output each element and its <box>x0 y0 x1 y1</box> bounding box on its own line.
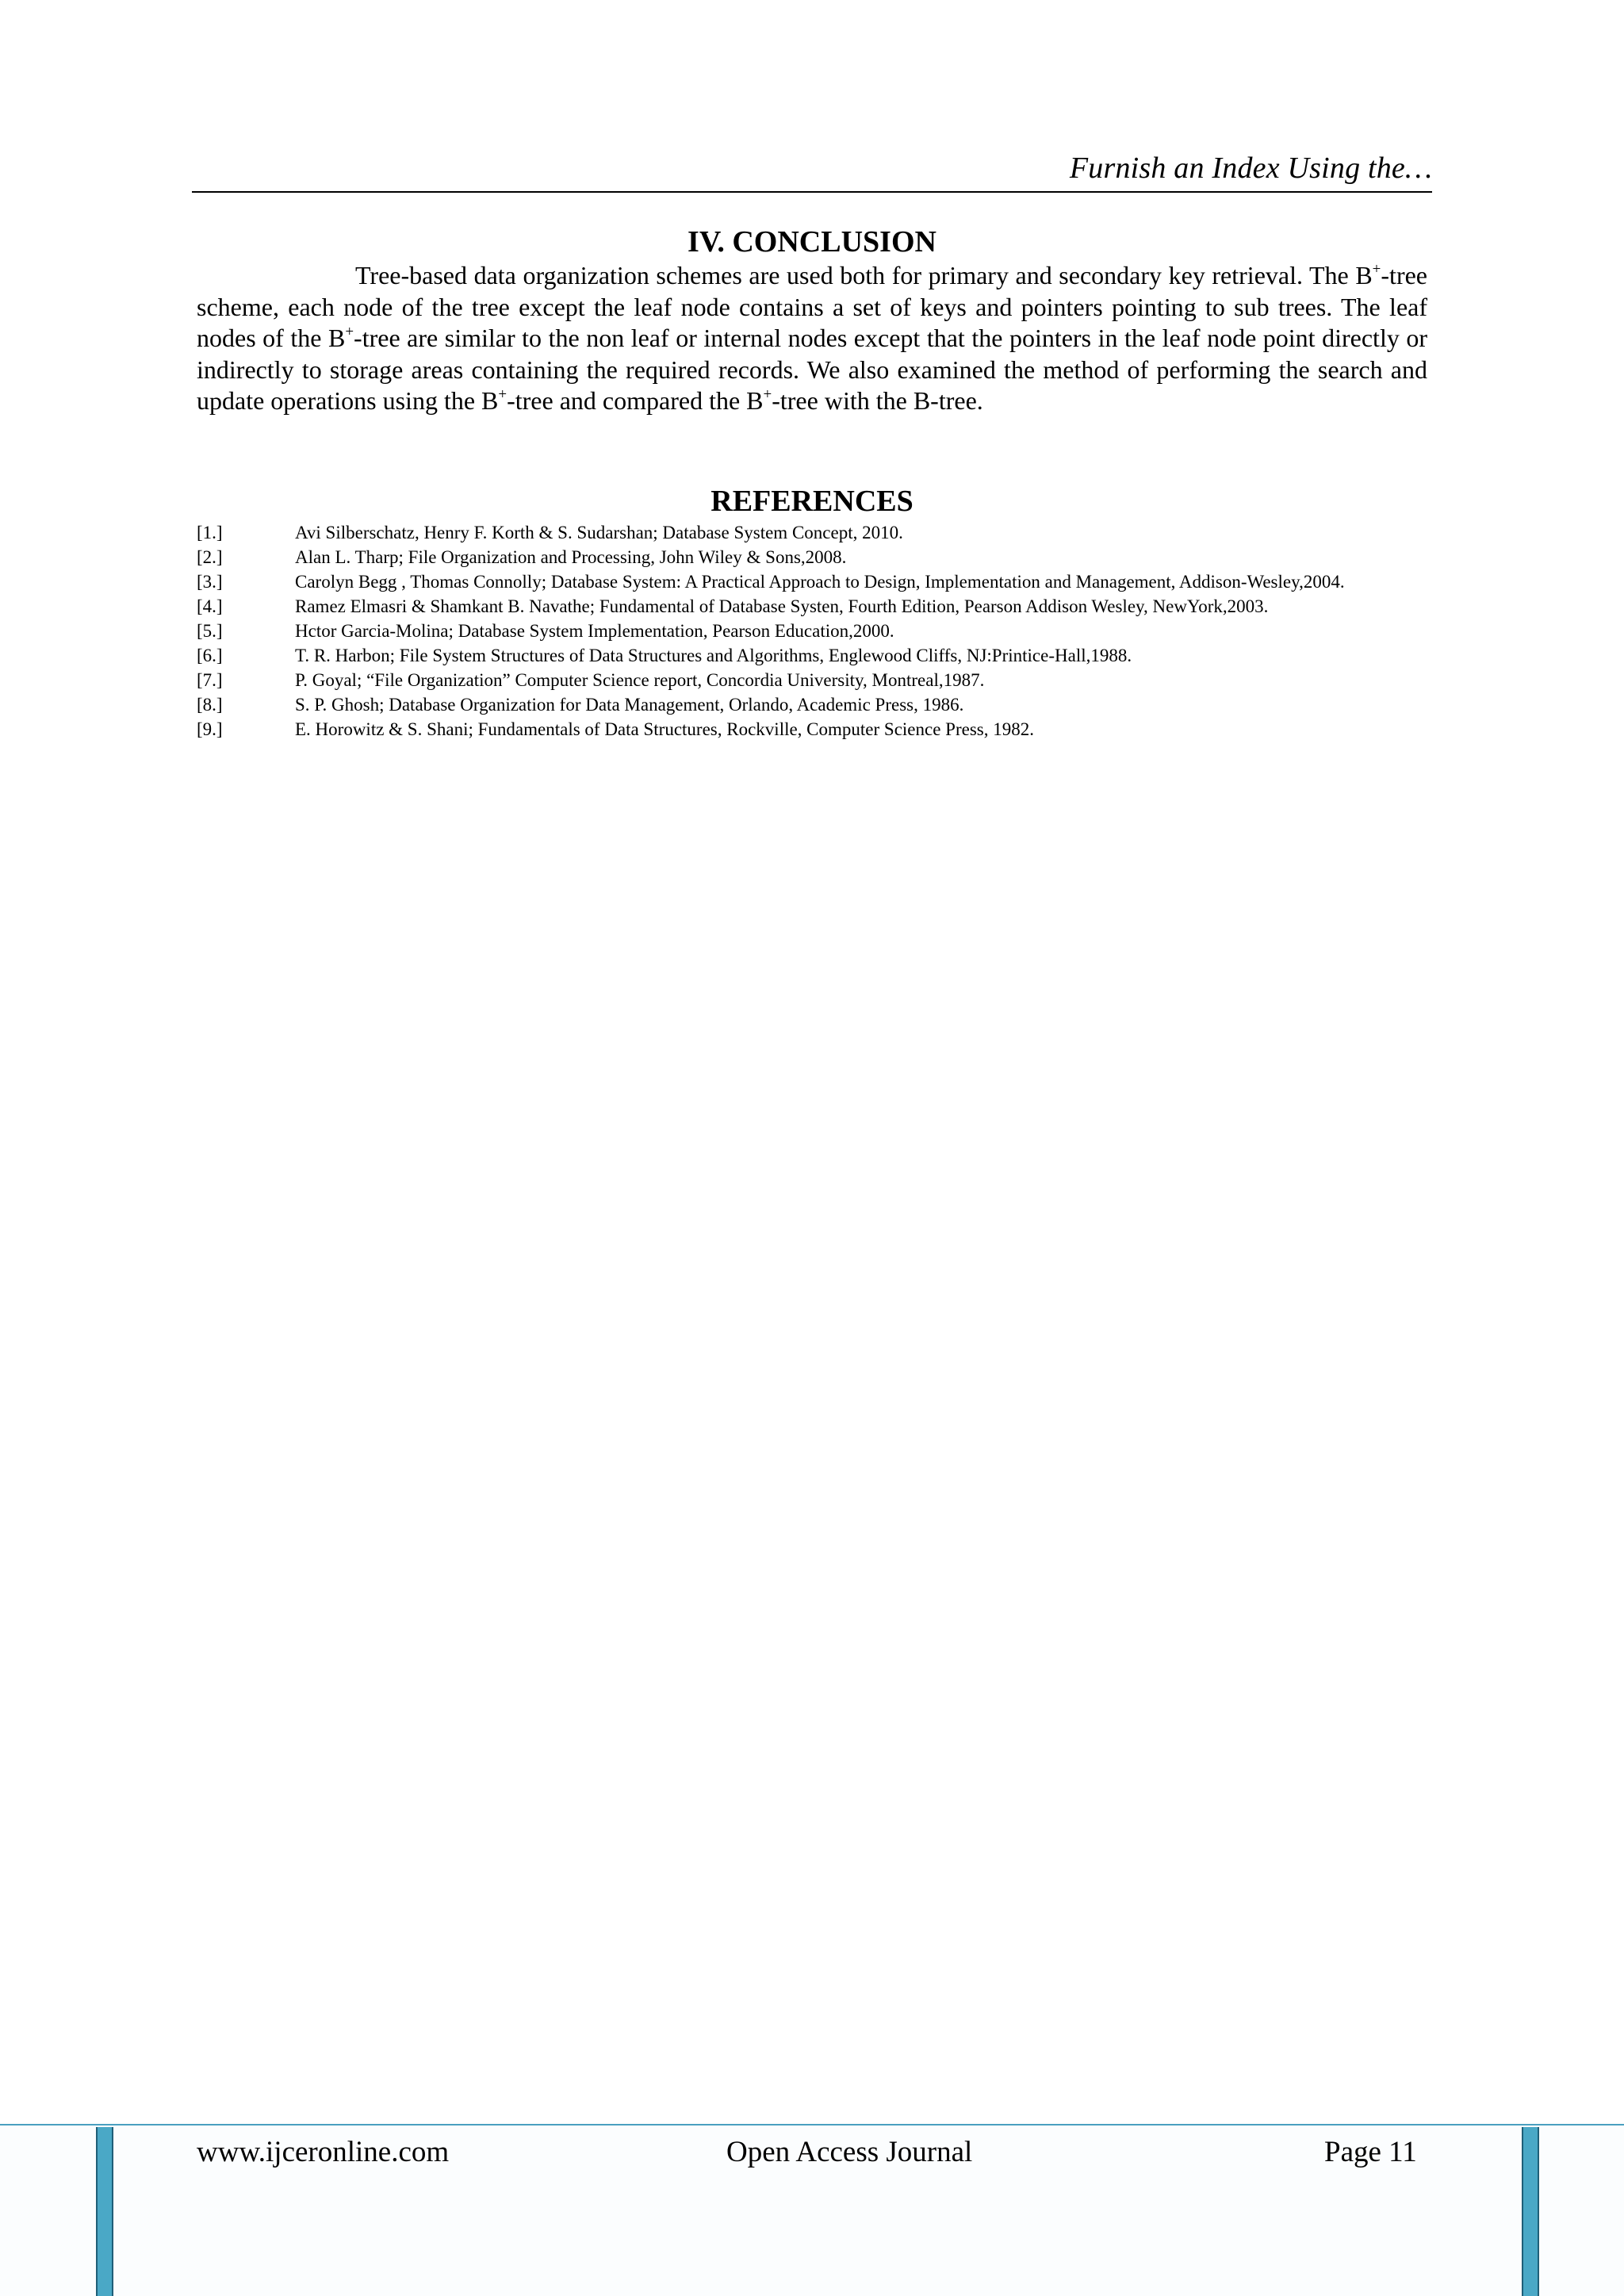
superscript-plus: + <box>763 386 772 403</box>
reference-text: Avi Silberschatz, Henry F. Korth & S. Sudarshan; Database System Concept, 2010. <box>295 523 903 542</box>
reference-number: [9.] <box>197 719 223 739</box>
reference-text: S. P. Ghosh; Database Organization for Data Management, Orlando, Academic Press, 1986. <box>295 695 964 715</box>
reference-item <box>197 569 1427 594</box>
footer-page-number: Page 11 <box>1324 2136 1417 2168</box>
reference-item <box>197 545 1427 569</box>
reference-item <box>197 619 1427 643</box>
reference-number: [5.] <box>197 621 223 641</box>
header-rule <box>192 191 1432 193</box>
reference-number: [4.] <box>197 596 223 616</box>
footer-journal-label: Open Access Journal <box>726 2136 973 2168</box>
conclusion-text-3: -tree are similar to the non leaf or internal nodes except that the pointers in the leaf node point directly or indirectly to storage areas containing the required records. We also examined the method of performing the search and update operations using the B <box>197 324 1428 415</box>
reference-item <box>197 717 1427 742</box>
reference-list <box>197 520 1427 742</box>
reference-item <box>197 692 1427 717</box>
reference-item <box>197 643 1427 668</box>
superscript-plus: + <box>345 324 354 340</box>
reference-item <box>197 520 1427 545</box>
reference-number: [1.] <box>197 523 223 542</box>
conclusion-text-1: Tree-based data organization schemes are used both for primary and secondary key retrieval. The B <box>355 261 1373 289</box>
reference-text: Carolyn Begg , Thomas Connolly; Database System: A Practical Approach to Design, Implementation and Management, Addison-Wesley,2004. <box>295 572 1345 592</box>
reference-item <box>197 668 1427 692</box>
reference-number: [2.] <box>197 547 223 567</box>
reference-text: Hctor Garcia-Molina; Database System Implementation, Pearson Education,2000. <box>295 621 894 641</box>
footer-rule <box>0 2124 1624 2125</box>
section-title-references: REFERENCES <box>710 485 914 518</box>
reference-number: [7.] <box>197 670 223 690</box>
conclusion-paragraph <box>197 260 1427 417</box>
footer-accent-bar-left <box>96 2127 113 2296</box>
reference-number: [3.] <box>197 572 223 592</box>
superscript-plus: + <box>498 386 508 403</box>
reference-text: Ramez Elmasri & Shamkant B. Navathe; Fundamental of Database Systen, Fourth Edition, Pearson Addison Wesley, NewYork,2003. <box>295 596 1269 616</box>
conclusion-text-4: -tree and compared the B <box>507 386 764 415</box>
superscript-plus: + <box>1372 261 1381 278</box>
footer-website: www.ijceronline.com <box>197 2136 450 2168</box>
reference-item <box>197 594 1427 619</box>
footer-accent-bar-right <box>1522 2127 1539 2296</box>
conclusion-text-2: -tree scheme, each node of the tree except the leaf node contains a set of keys and pointers pointing to sub trees. The leaf nodes of the B <box>197 261 1427 352</box>
reference-number: [8.] <box>197 695 223 715</box>
reference-text: E. Horowitz & S. Shani; Fundamentals of Data Structures, Rockville, Computer Science Press, 1982. <box>295 719 1034 739</box>
section-title-conclusion: IV. CONCLUSION <box>688 225 936 259</box>
reference-text: Alan L. Tharp; File Organization and Processing, John Wiley & Sons,2008. <box>295 547 847 567</box>
reference-text: T. R. Harbon; File System Structures of Data Structures and Algorithms, Englewood Cliffs, NJ:Printice-Hall,1988. <box>295 646 1132 665</box>
conclusion-text-5: -tree with the B-tree. <box>772 386 983 415</box>
running-header: Furnish an Index Using the… <box>1069 151 1432 185</box>
reference-text: P. Goyal; “File Organization” Computer Science report, Concordia University, Montreal,1987. <box>295 670 985 690</box>
reference-number: [6.] <box>197 646 223 665</box>
